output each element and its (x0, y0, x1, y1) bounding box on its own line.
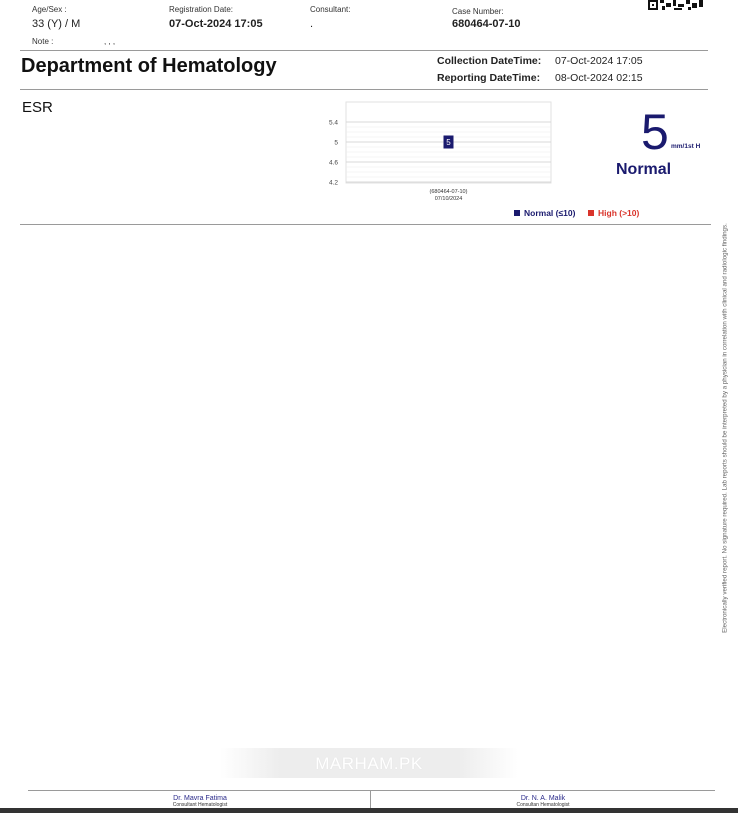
note-label: Note : (32, 37, 54, 46)
reporting-datetime-value: 08-Oct-2024 02:15 (555, 72, 643, 84)
chart-y-tick-label: 5.4 (328, 119, 338, 127)
legend-normal-swatch (514, 210, 520, 216)
signature-right-name: Dr. N. A. Malik (520, 795, 566, 802)
chart-x-tick-sublabel: 07/10/2024 (434, 196, 463, 202)
legend-high-label: High (>10) (598, 208, 640, 218)
case-number-value: 680464-07-10 (452, 18, 521, 30)
signature-left-name: Dr. Mavra Fatima (173, 795, 227, 802)
chart-x-tick-label: (680464-07-10) (429, 189, 468, 195)
department-divider (20, 89, 708, 90)
watermark-banner (220, 748, 518, 778)
signature-right-title: Consultan Hematologist (516, 802, 570, 808)
footer-divider (28, 790, 715, 791)
footer-separator (370, 790, 371, 808)
legend-normal-label: Normal (≤10) (524, 208, 576, 218)
test-divider (20, 224, 711, 225)
result-unit: mm/1st H (671, 143, 701, 150)
age-sex-label: Age/Sex : (32, 5, 67, 14)
collection-datetime-value: 07-Oct-2024 17:05 (555, 55, 643, 67)
verification-note: Electronically verified report. No signature required. Lab reports should be interpreted by a physician in correlation with clinical and radiologic findings. (721, 223, 729, 633)
consultant-label: Consultant: (310, 5, 351, 14)
legend-high-swatch (588, 210, 594, 216)
bottom-bar (0, 808, 738, 813)
chart-y-tick-label: 4.6 (328, 159, 338, 167)
esr-trend-chart (320, 98, 560, 210)
header-divider (20, 50, 708, 51)
reporting-datetime-label: Reporting DateTime: (437, 72, 541, 84)
result-status: Normal (616, 161, 672, 178)
consultant-value: . (310, 18, 314, 30)
chart-y-tick-label: 4.2 (328, 179, 338, 187)
chart-data-label: 5 (446, 138, 451, 147)
signature-left-title: Consultant Hematologist (172, 802, 228, 808)
note-value: , , , (104, 37, 116, 46)
test-name: ESR (22, 99, 53, 116)
department-title: Department of Hematology (21, 55, 277, 77)
registration-date-value: 07-Oct-2024 17:05 (169, 18, 263, 30)
watermark-text: MARHAM.PK (315, 754, 423, 773)
signature-left (100, 795, 300, 808)
qr-code-icon (646, 0, 706, 12)
signature-right (443, 795, 643, 808)
registration-date-label: Registration Date: (169, 5, 234, 14)
legend-high (588, 208, 639, 218)
age-sex-value: 33 (Y) / M (32, 18, 81, 30)
result-value: 5 (641, 104, 669, 160)
chart-y-tick-label: 5 (334, 139, 338, 147)
collection-datetime-label: Collection DateTime: (437, 55, 542, 67)
case-number-label: Case Number: (452, 7, 504, 16)
legend-normal (514, 208, 575, 218)
